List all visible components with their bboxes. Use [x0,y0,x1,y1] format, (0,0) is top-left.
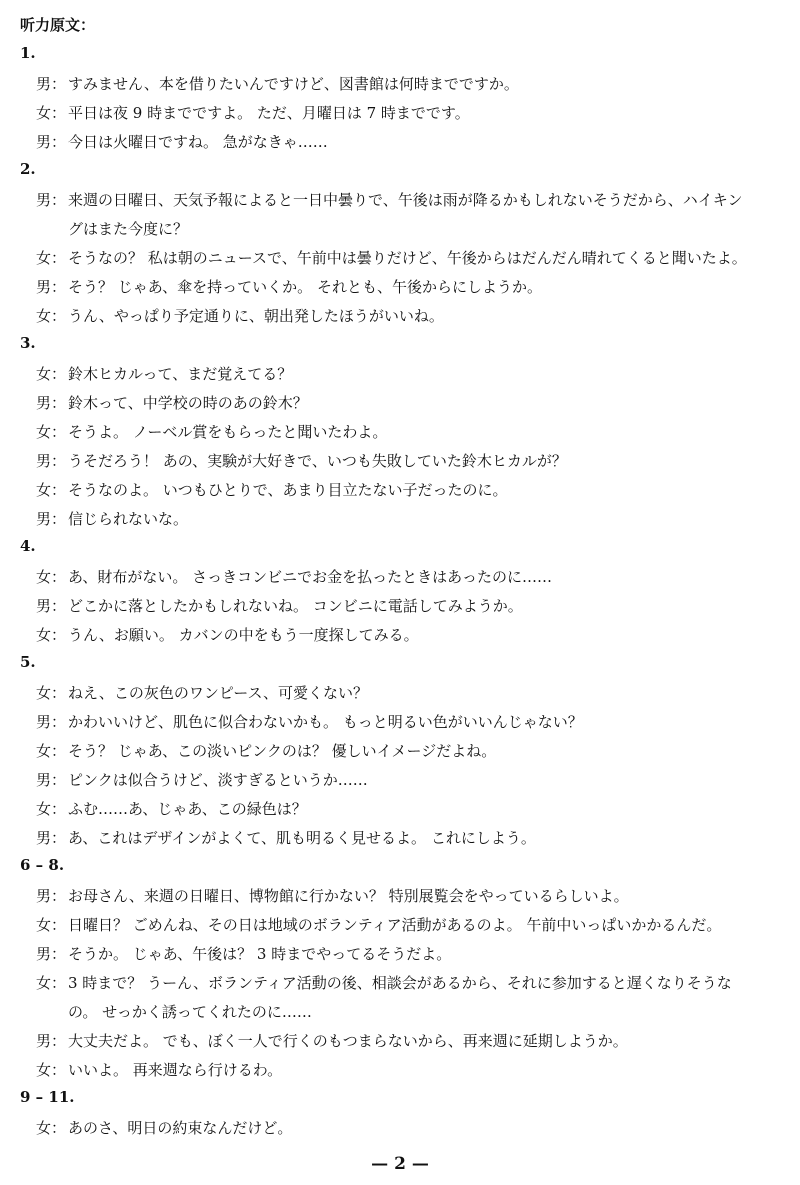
speaker-label: 女： [36,104,67,122]
section-number: 3. [20,334,36,352]
speaker-label: 男： [36,133,67,151]
line-text: そうか。 じゃあ、午後は？ 3 時までやってるそうだよ。 [68,945,452,963]
speaker-label: 女： [36,481,67,499]
speaker-label: 女： [36,307,67,325]
speaker-label: 男： [36,191,67,209]
line-text: うん、やっぱり予定通りに、朝出発したほうがいいね。 [68,307,444,325]
line-text: うそだろう！ あの、実験が大好きで、いつも失敗していた鈴木ヒカルが？ [68,452,567,470]
line-text: 大丈夫だよ。 でも、ぼく一人で行くのもつまらないから、再来週に延期しようか。 [68,1032,628,1050]
speaker-label: 男： [36,278,67,296]
speaker-label: 男： [36,394,67,412]
page-number: — 2 — [371,1154,429,1174]
speaker-label: 女： [36,423,67,441]
line-text: どこかに落としたかもしれないね。 コンビニに電話してみようか。 [68,597,523,615]
line-text: そうなの？ 私は朝のニュースで、午前中は曇りだけど、午後からはだんだん晴れてくると聞いたよ。 [68,249,747,267]
line-text: ふむ……あ、じゃあ、この緑色は？ [68,800,307,818]
speaker-label: 男： [36,597,67,615]
speaker-label: 女： [36,365,67,383]
line-text: いいよ。 再来週なら行けるわ。 [68,1061,283,1079]
speaker-label: 女： [36,684,67,702]
speaker-label: 女： [36,568,67,586]
speaker-label: 男： [36,945,67,963]
speaker-label: 女： [36,800,67,818]
line-text: かわいいけど、肌色に似合わないかも。 もっと明るい色がいいんじゃない？ [68,713,583,731]
section-number: 6 – 8. [20,856,65,874]
speaker-label: 男： [36,510,67,528]
speaker-label: 男： [36,887,67,905]
speaker-label: 女： [36,974,67,992]
line-text: 来週の日曜日、天気予報によると一日中曇りで、午後は雨が降るかもしれないそうだから、ハイキン [68,191,743,209]
speaker-label: 女： [36,916,67,934]
line-text: あのさ、明日の約束なんだけど。 [68,1119,293,1137]
speaker-label: 男： [36,771,67,789]
line-text: ねえ、この灰色のワンピース、可愛くない？ [68,684,369,702]
speaker-label: 男： [36,452,67,470]
line-text: そうよ。 ノーベル賞をもらったと聞いたわよ。 [68,423,388,441]
line-text: そう？ じゃあ、傘を持っていくか。 それとも、午後からにしようか。 [68,278,542,296]
speaker-label: 男： [36,829,67,847]
line-text: ピンクは似合うけど、淡すぎるというか…… [68,771,368,789]
speaker-label: 男： [36,713,67,731]
line-text: そう？ じゃあ、この淡いピンクのは？ 優しいイメージだよね。 [68,742,497,760]
section-number: 4. [20,537,36,555]
line-text: 平日は夜 9 時までですよ。 ただ、月曜日は 7 時までです。 [68,104,470,122]
line-text: 3 時まで？ うーん、ボランティア活動の後、相談会があるから、それに参加すると遅くなりそうな [68,974,732,992]
page-heading: 听力原文： [20,16,96,34]
line-text: あ、これはデザインがよくて、肌も明るく見せるよ。 これにしよう。 [68,829,536,847]
speaker-label: 女： [36,1119,67,1137]
line-text: そうなのよ。 いつもひとりで、あまり目立たない子だったのに。 [68,481,508,499]
speaker-label: 女： [36,1061,67,1079]
speaker-label: 男： [36,1032,67,1050]
line-text: 信じられないな。 [68,510,189,528]
speaker-label: 女： [36,626,67,644]
section-number: 5. [20,653,36,671]
speaker-label: 女： [36,742,67,760]
section-number: 2. [20,160,36,178]
speaker-label: 女： [36,249,67,267]
line-text: 今日は火曜日ですね。 急がなきゃ…… [68,133,328,151]
line-text: お母さん、来週の日曜日、博物館に行かない？ 特別展覧会をやっているらしいよ。 [68,887,629,905]
speaker-label: 男： [36,75,67,93]
line-text: あ、財布がない。 さっきコンビニでお金を払ったときはあったのに…… [68,568,553,586]
line-text: すみません、本を借りたいんですけど、図書館は何時までですか。 [68,75,519,93]
line-continuation: の。 せっかく誘ってくれたのに…… [68,1003,312,1021]
line-text: 鈴木ヒカルって、まだ覚えてる？ [68,365,293,383]
line-continuation: グはまた今度に？ [68,220,189,238]
section-number: 9 – 11. [20,1088,75,1106]
line-text: 日曜日？ ごめんね、その日は地域のボランティア活動があるのよ。 午前中いっぱいかかるんだ。 [68,916,722,934]
section-number: 1. [20,44,36,62]
line-text: うん、お願い。 カバンの中をもう一度探してみる。 [68,626,419,644]
line-text: 鈴木って、中学校の時のあの鈴木？ [68,394,308,412]
